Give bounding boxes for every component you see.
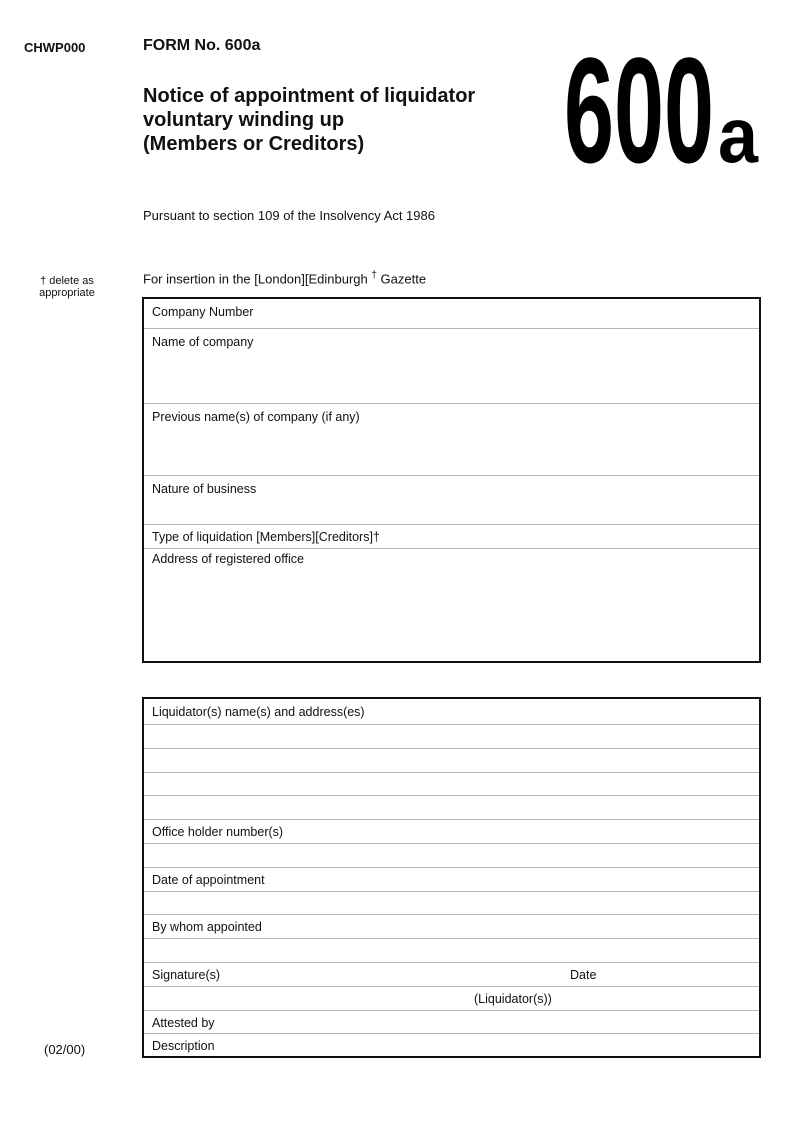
liquidator-signature-caption-row [144, 987, 759, 1011]
description-label: Description [152, 1039, 215, 1053]
appointment-date-field[interactable] [144, 868, 759, 892]
previous-names-field[interactable] [144, 404, 759, 476]
form-big-number [562, 24, 762, 184]
note-line-1: † delete as [40, 275, 94, 287]
company-name-label: Name of company [152, 335, 254, 349]
office-holder-numbers-line[interactable] [144, 844, 759, 868]
liquidation-type-field[interactable] [144, 525, 759, 549]
big-number-suffix: a [718, 91, 759, 179]
company-name-field[interactable] [144, 329, 759, 404]
appointed-by-line[interactable] [144, 939, 759, 963]
nature-of-business-label: Nature of business [152, 482, 257, 496]
office-holder-numbers-field[interactable] [144, 820, 759, 844]
attested-by-label: Attested by [152, 1016, 215, 1030]
form-version: (02/00) [44, 1042, 86, 1057]
liquidator-address-line[interactable] [144, 725, 759, 749]
liquidation-type-label: Type of liquidation [Members][Creditors]† [152, 530, 380, 544]
signature-field[interactable] [144, 963, 759, 987]
big-number-digits: 600 [564, 26, 714, 184]
description-field[interactable] [144, 1034, 759, 1056]
registered-office-field[interactable] [144, 549, 759, 661]
liquidator-details-box [142, 697, 761, 1058]
gazette-text-before: For insertion in the [London][Edinburgh [143, 271, 372, 287]
liquidator-names-label: Liquidator(s) name(s) and address(es) [152, 705, 365, 719]
dagger-mark: † [371, 270, 377, 281]
title-line-3: (Members or Creditors) [143, 133, 365, 155]
title-line-1: Notice of appointment of liquidator [143, 85, 476, 107]
note-line-2: appropriate [39, 287, 95, 299]
liquidators-caption: (Liquidator(s)) [474, 992, 552, 1006]
gazette-text-after: Gazette [376, 271, 427, 287]
attested-by-field[interactable] [144, 1011, 759, 1034]
delete-as-appropriate-note [22, 275, 112, 299]
appointment-date-label: Date of appointment [152, 873, 265, 887]
liquidator-names-field[interactable] [144, 699, 759, 725]
pursuant-statement: Pursuant to section 109 of the Insolvency Act 1986 [143, 208, 435, 223]
appointed-by-field[interactable] [144, 915, 759, 939]
liquidator-address-line[interactable] [144, 749, 759, 773]
liquidator-address-line[interactable] [144, 773, 759, 796]
title-line-2: voluntary winding up [143, 109, 345, 131]
gazette-insertion [143, 270, 426, 286]
date-label: Date [570, 968, 597, 982]
liquidator-address-line[interactable] [144, 796, 759, 820]
appointment-date-line[interactable] [144, 892, 759, 915]
form-number: FORM No. 600a [143, 37, 261, 54]
form-code: CHWP000 [24, 40, 86, 55]
registered-office-label: Address of registered office [152, 552, 304, 566]
previous-names-label: Previous name(s) of company (if any) [152, 410, 360, 424]
company-details-box [142, 297, 761, 663]
nature-of-business-field[interactable] [144, 476, 759, 525]
appointed-by-label: By whom appointed [152, 920, 262, 934]
signature-label: Signature(s) [152, 968, 221, 982]
form-title [143, 84, 543, 156]
company-number-field[interactable] [144, 299, 759, 329]
office-holder-numbers-label: Office holder number(s) [152, 825, 284, 839]
company-number-label: Company Number [152, 305, 254, 319]
